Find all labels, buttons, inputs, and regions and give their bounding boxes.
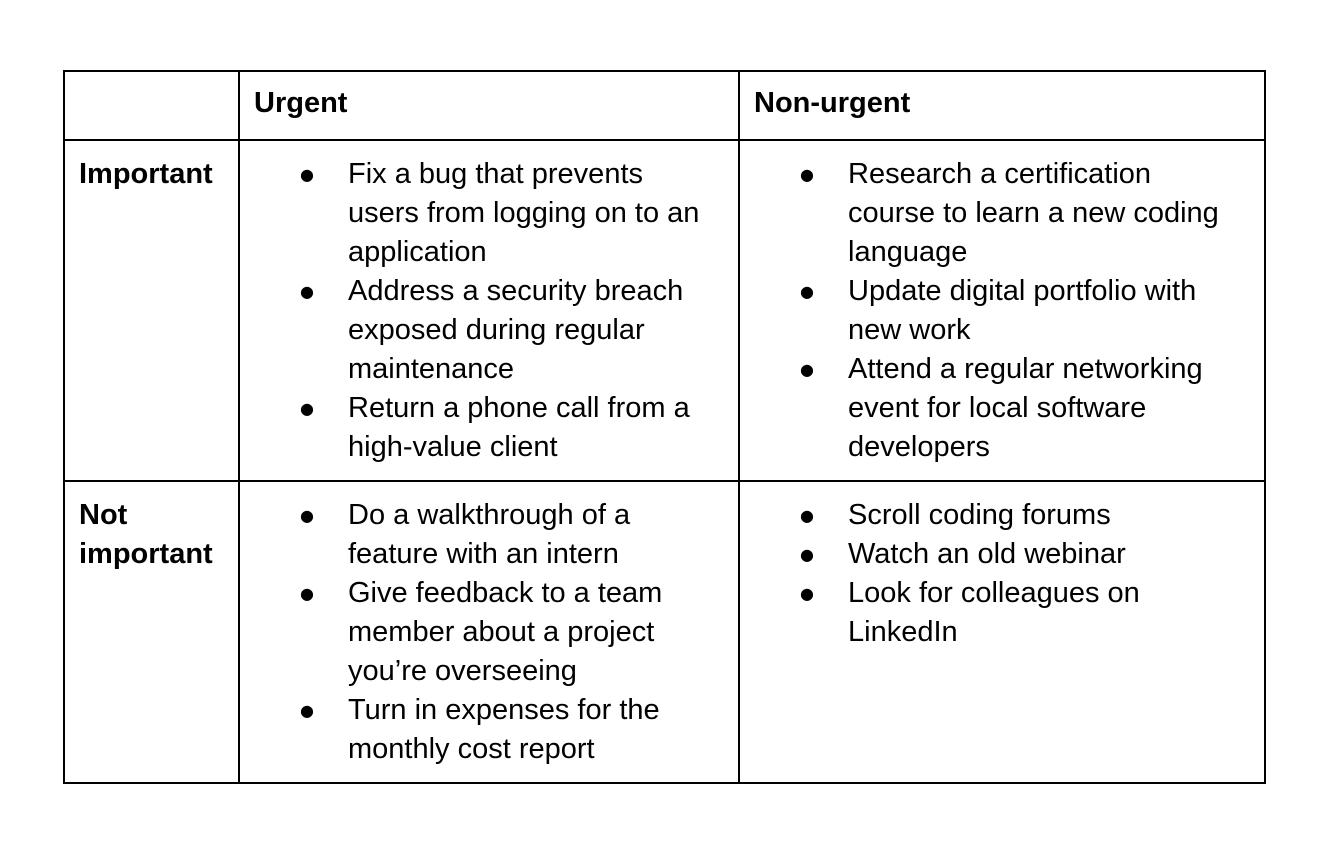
cell-important-urgent [239, 140, 739, 481]
cell-not-important-non-urgent [739, 481, 1265, 783]
bullet-list-not-important-non-urgent [740, 496, 1256, 652]
bullet-item: ● Give feedback to a team member about a project you’re overseeing [240, 574, 710, 691]
bullet-item: ● Address a security breach exposed during regular maintenance [240, 272, 710, 389]
bullet-list-not-important-urgent [240, 496, 730, 769]
bullet-item: ● Return a phone call from a high-value client [240, 389, 710, 467]
bullet-item: ● Do a walkthrough of a feature with an intern [240, 496, 710, 574]
bullet-list-important-urgent [240, 155, 730, 467]
cell-not-important-urgent [239, 481, 739, 783]
bullet-item: ● Look for colleagues on LinkedIn [740, 574, 1232, 652]
row-important [64, 140, 1265, 481]
row-header-important: Important [64, 140, 239, 481]
header-row [64, 71, 1265, 140]
bullet-item: ● Attend a regular networking event for local software developers [740, 350, 1232, 467]
bullet-item: ● Research a certification course to learn a new coding language [740, 155, 1232, 272]
column-header-non-urgent: Non-urgent [739, 71, 1265, 140]
bullet-item: ● Turn in expenses for the monthly cost report [240, 691, 710, 769]
row-not-important [64, 481, 1265, 783]
bullet-item: ● Watch an old webinar [740, 535, 1232, 574]
bullet-list-important-non-urgent [740, 155, 1256, 467]
bullet-item: ● Scroll coding forums [740, 496, 1232, 535]
column-header-urgent: Urgent [239, 71, 739, 140]
cell-important-non-urgent [739, 140, 1265, 481]
corner-cell [64, 71, 239, 140]
bullet-item: ● Fix a bug that prevents users from logging on to an application [240, 155, 710, 272]
bullet-item: ● Update digital portfolio with new work [740, 272, 1232, 350]
priority-matrix-table [63, 70, 1266, 784]
row-header-not-important: Not important [64, 481, 239, 783]
